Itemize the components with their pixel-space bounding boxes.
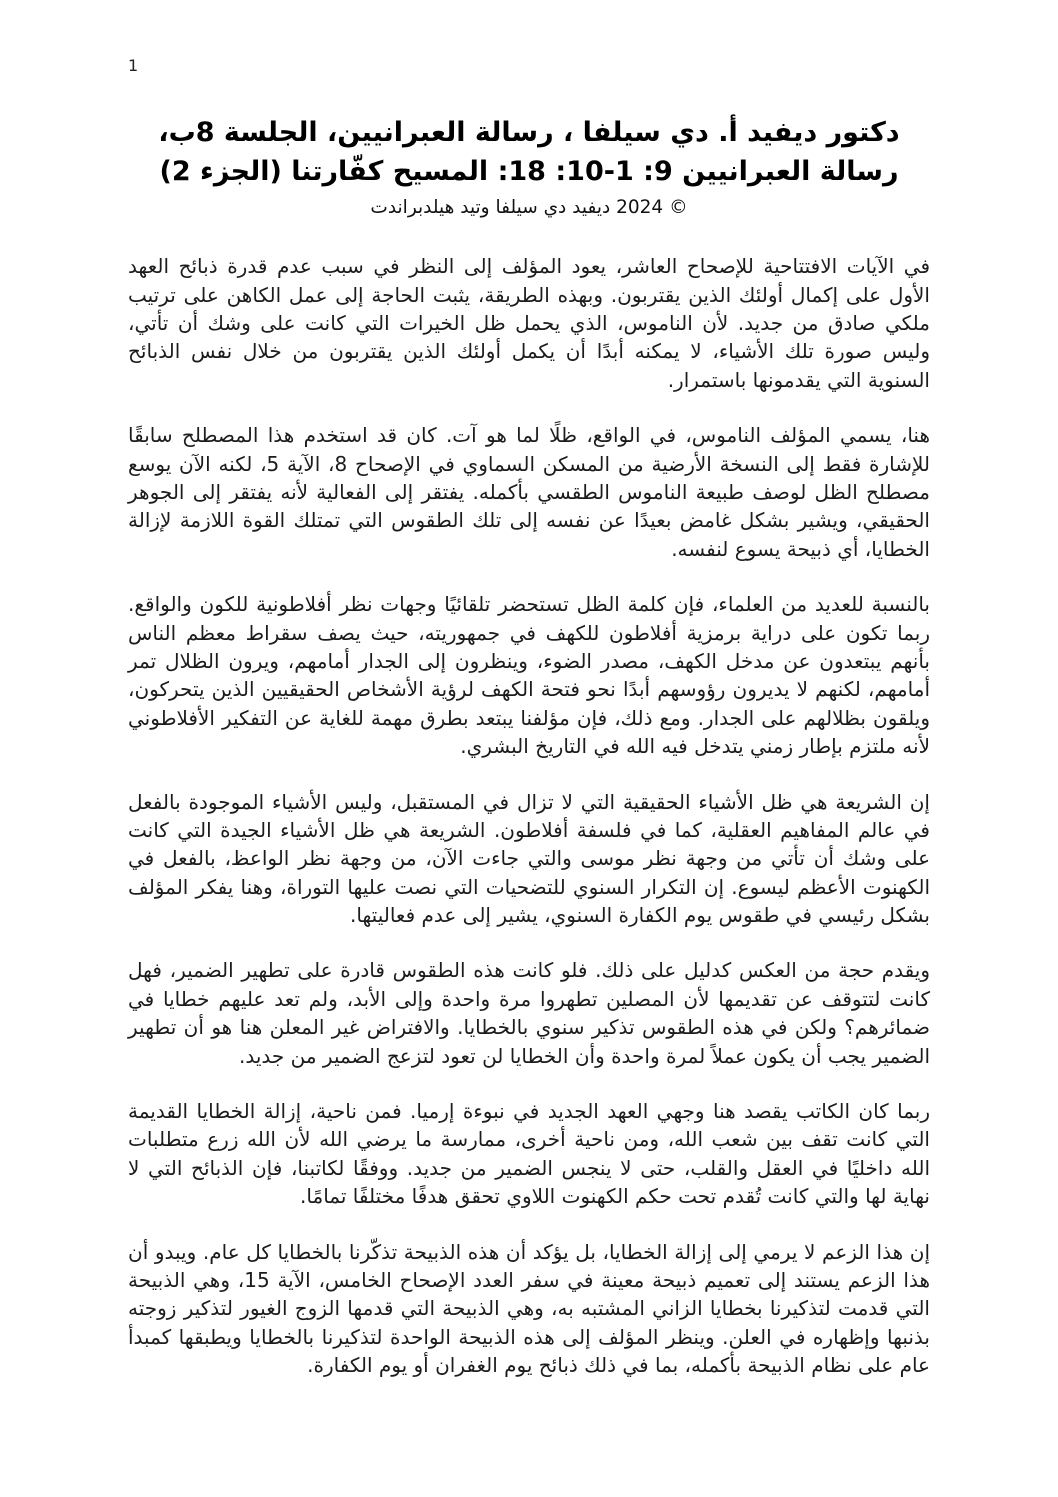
paragraph: إن هذا الزعم لا يرمي إلى إزالة الخطايا، بل يؤكد أن هذه الذبيحة تذكّرنا بالخطايا كل عام. ويبدو أن هذا الزعم يستند إلى تعميم ذبيحة معينة في سفر العدد الإصحاح الخامس، الآية 15، وهي الذبيحة التي قدمت لتذكيرنا بخطايا الزاني المشتبه به، وهي الذبيحة التي قدمها الزوج الغيور لتذكير زوجته بذنبها وإظهاره في العلن. وينظر المؤلف إلى هذه الذبيحة الواحدة لتذكيرنا بالخطايا ويطبقها كمبدأ عام على نظام الذبيحة بأكمله، بما في ذلك ذبائح يوم الغفران أو يوم الكفارة. <box>128 1239 931 1378</box>
title-line-2: رسالة العبرانيين 9: 1-10: 18: المسيح كفّارتنا (الجزء 2) <box>159 156 899 188</box>
paragraph: بالنسبة للعديد من العلماء، فإن كلمة الظل تستحضر تلقائيًا وجهات نظر أفلاطونية للكون والواقع. ربما تكون على دراية برمزية أفلاطون للكهف في جمهوريته، حيث يصف سقراط معظم الناس بأنهم يبتعدون عن مدخل الكهف، مصدر الضوء، وينظرون إلى الجدار أمامهم، ويرون الظلال تمر أمامهم، لكنهم لا يديرون رؤوسهم أبدًا نحو فتحة الكهف لرؤية الأشخاص الحقيقيين الذين يتحركون، ويلقون بظلالهم على الجدار. ومع ذلك، فإن مؤلفنا يبتعد بطرق مهمة للغاية عن التفكير الأفلاطوني لأنه ملتزم بإطار زمني يتدخل فيه الله في التاريخ البشري. <box>128 592 930 759</box>
paragraph: إن الشريعة هي ظل الأشياء الحقيقية التي لا تزال في المستقبل، وليس الأشياء الموجودة بالفعل في عالم المفاهيم العقلية، كما في فلسفة أفلاطون. الشريعة هي ظل الأشياء الجيدة التي كانت على وشك أن تأتي من وجهة نظر موسى والتي جاءت الآن، من وجهة نظر الواعظ، بالفعل في الكهنوت الأعظم ليسوع. إن التكرار السنوي للتضحيات التي نصت عليها التوراة، وهنا يفكر المؤلف بشكل رئيسي في طقوس يوم الكفارة السنوي، يشير إلى عدم فعاليتها. <box>128 789 930 928</box>
title-line-1: دكتور ديفيد أ. دي سيلفا ، رسالة العبرانيين، الجلسة 8ب، <box>158 117 900 148</box>
paragraph: ربما كان الكاتب يقصد هنا وجهي العهد الجديد في نبوءة إرميا. فمن ناحية، إزالة الخطايا القديمة التي كانت تقف بين شعب الله، ومن ناحية أخرى، ممارسة ما يرضي الله لأن الله زرع متطلبات الله داخليًا في العقل والقلب، حتى لا ينجس الضمير من جديد. ووفقًا لكاتبنا، فإن الذبائح التي لا نهاية لها والتي كانت تُقدم تحت حكم الكهنوت اللاوي تحقق هدفًا مختلفًا تمامًا. <box>128 1099 930 1209</box>
paragraph: هنا، يسمي المؤلف الناموس، في الواقع، ظلًا لما هو آت. كان قد استخدم هذا المصطلح سابقًا للإشارة فقط إلى النسخة الأرضية من المسكن السماوي في الإصحاح 8، الآية 5، لكنه الآن يوسع مصطلح الظل لوصف طبيعة الناموس الطقسي بأكمله. يفتقر إلى الفعالية لأنه يفتقر إلى الجوهر الحقيقي، ويشير بشكل غامض بعيدًا عن نفسه إلى تلك الطقوس التي تمتلك القوة اللازمة لإزالة الخطايا، أي ذبيحة يسوع لنفسه. <box>128 423 931 561</box>
paragraph: ويقدم حجة من العكس كدليل على ذلك. فلو كانت هذه الطقوس قادرة على تطهير الضمير، فهل كانت لتتوقف عن تقديمها لأن المصلين تطهروا مرة واحدة وإلى الأبد، ولم تعد عليهم خطايا في ضمائرهم؟ ولكن في هذه الطقوس تذكير سنوي بالخطايا. والافتراض غير المعلن هنا هو أن تطهير الضمير يجب أن يكون عملاً لمرة واحدة وأن الخطايا لن تعود لتزعج الضمير من جديد. <box>128 958 930 1068</box>
paragraph: في الآيات الافتتاحية للإصحاح العاشر، يعود المؤلف إلى النظر في سبب عدم قدرة ذبائح العهد الأول على إكمال أولئك الذين يقتربون. وبهذه الطريقة، يثبت الحاجة إلى عمل الكاهن على ترتيب ملكي صادق من جديد. لأن الناموس، الذي يحمل ظل الخيرات التي كانت على وشك أن تأتي، وليس صورة تلك الأشياء، لا يمكنه أبدًا أن يكمل أولئك الذين يقتربون من خلال نفس الذبائح السنوية التي يقدمونها باستمرار. <box>128 254 930 392</box>
page-number: 1 <box>128 56 139 75</box>
document-header <box>128 113 930 218</box>
document-body <box>128 252 930 1379</box>
copyright-line: © 2024 ديفيد دي سيلفا وتيد هيلدبراندت <box>370 197 688 219</box>
